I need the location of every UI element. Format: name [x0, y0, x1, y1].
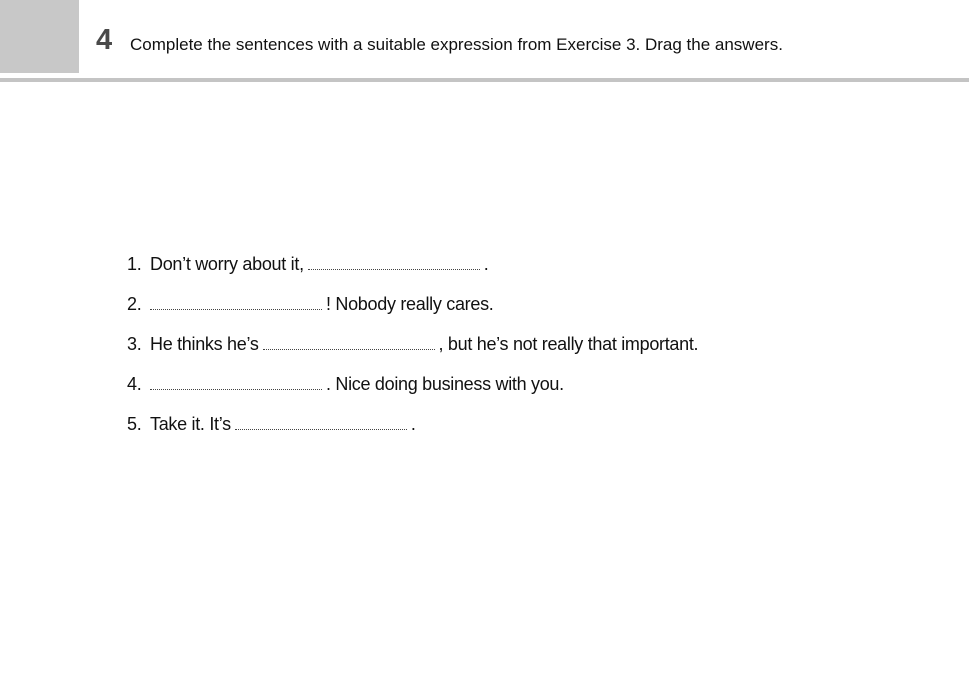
- sentence-text-after: . Nice doing business with you.: [326, 374, 564, 394]
- sentence-number: 5.: [127, 414, 142, 434]
- sentence-number: 4.: [127, 374, 142, 394]
- sentence-text-after: .: [483, 254, 489, 274]
- sentence-text-after: ! Nobody really cares.: [326, 294, 494, 314]
- answer-drop-zone-2[interactable]: [150, 295, 322, 310]
- header-divider: [0, 78, 969, 82]
- sentence-number: 1.: [127, 254, 142, 274]
- answer-drop-zone-1[interactable]: [308, 255, 480, 270]
- sentence-text-after: .: [410, 414, 416, 434]
- sentence-item-1: [127, 252, 698, 292]
- exercise-number: 4: [96, 24, 113, 56]
- sentence-item-2: [127, 292, 698, 332]
- sentence-number: 2.: [127, 294, 142, 314]
- sentence-item-4: [127, 372, 698, 412]
- sentence-text-before: He thinks he’s: [150, 334, 259, 354]
- header-accent-block: [0, 0, 79, 73]
- sentence-item-5: [127, 412, 698, 452]
- sentence-item-3: [127, 332, 698, 372]
- exercise-instruction: Complete the sentences with a suitable expression from Exercise 3. Drag the answers.: [130, 35, 783, 54]
- exercise-header: [0, 0, 969, 78]
- sentence-text-before: Take it. It’s: [150, 414, 231, 434]
- sentence-text-after: , but he’s not really that important.: [438, 334, 699, 354]
- sentence-number: 3.: [127, 334, 142, 354]
- answer-drop-zone-5[interactable]: [235, 415, 407, 430]
- answer-drop-zone-4[interactable]: [150, 375, 322, 390]
- sentence-list: [127, 252, 698, 452]
- answer-drop-zone-3[interactable]: [263, 335, 435, 350]
- sentence-text-before: Don’t worry about it,: [150, 254, 304, 274]
